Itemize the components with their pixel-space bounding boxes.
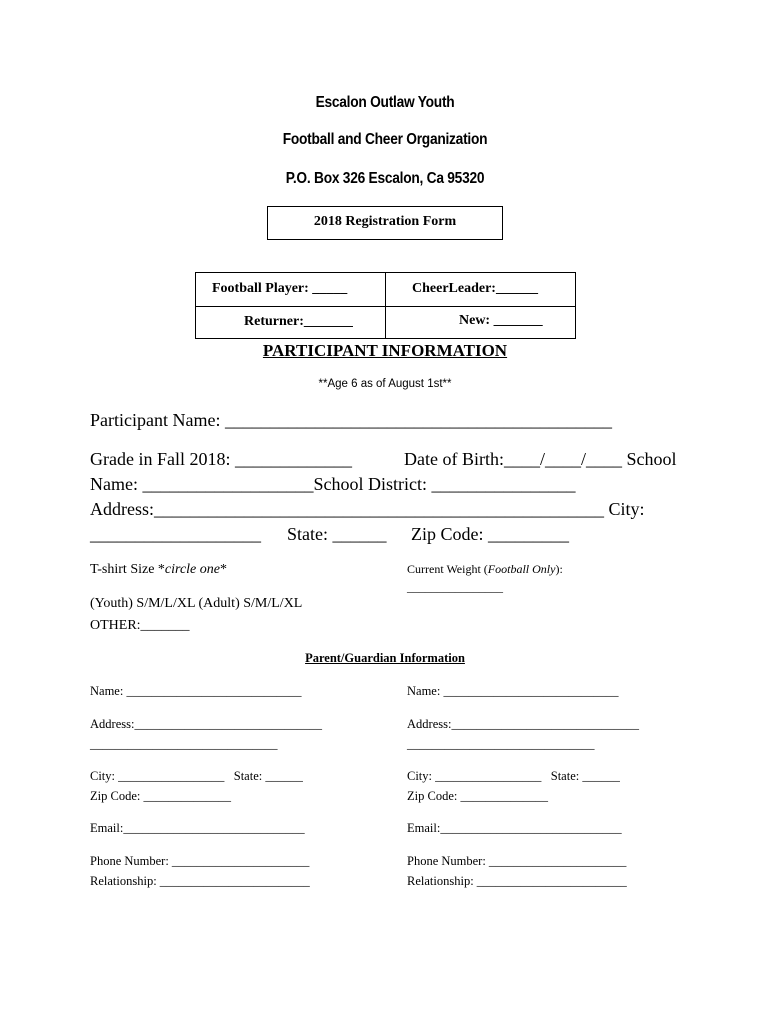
role-table-hdivider xyxy=(196,306,575,307)
guardian1-city-state-field[interactable]: City: _________________ State: ______ xyxy=(90,769,303,783)
guardian1-relationship-field[interactable]: Relationship: ________________________ xyxy=(90,874,310,888)
tshirt-other-field[interactable]: OTHER:_______ xyxy=(90,618,190,633)
guardian2-zip-field[interactable]: Zip Code: ______________ xyxy=(407,789,548,803)
org-address: P.O. Box 326 Escalon, Ca 95320 xyxy=(285,170,485,187)
guardian2-address-line2[interactable]: ______________________________ xyxy=(407,737,595,751)
guardian1-email-field[interactable]: Email:_____________________________ xyxy=(90,821,305,835)
guardian1-address-field[interactable]: Address:______________________________ xyxy=(90,717,322,731)
tshirt-size-label: T-shirt Size *circle one* xyxy=(90,562,227,577)
guardian2-relationship-field[interactable]: Relationship: ________________________ xyxy=(407,874,627,888)
tshirt-size-options[interactable]: (Youth) S/M/L/XL (Adult) S/M/L/XL xyxy=(90,596,303,611)
address-field[interactable]: Address:__________________________________________________ City: xyxy=(90,499,645,519)
cheerleader-field[interactable]: CheerLeader:______ xyxy=(412,281,538,296)
new-field[interactable]: New: _______ xyxy=(459,313,543,328)
guardian-section-title: Parent/Guardian Information xyxy=(305,651,465,665)
org-subtitle: Football and Cheer Organization xyxy=(282,131,488,148)
form-title: 2018 Registration Form xyxy=(313,214,457,229)
guardian1-phone-field[interactable]: Phone Number: ______________________ xyxy=(90,854,310,868)
city-field[interactable]: ___________________ xyxy=(90,524,261,544)
guardian2-email-field[interactable]: Email:_____________________________ xyxy=(407,821,622,835)
org-name: Escalon Outlaw Youth xyxy=(315,94,455,111)
grade-field[interactable]: Grade in Fall 2018: _____________ xyxy=(90,449,352,469)
guardian1-address-line2[interactable]: ______________________________ xyxy=(90,737,278,751)
current-weight-field[interactable]: ________________ xyxy=(407,580,503,594)
dob-field[interactable]: Date of Birth:____/____/____ School xyxy=(404,449,677,469)
form-title-box xyxy=(267,206,503,240)
guardian2-city-state-field[interactable]: City: _________________ State: ______ xyxy=(407,769,620,783)
guardian1-zip-field[interactable]: Zip Code: ______________ xyxy=(90,789,231,803)
age-note: **Age 6 as of August 1st** xyxy=(318,378,452,390)
zip-field[interactable]: Zip Code: _________ xyxy=(411,524,569,544)
guardian2-phone-field[interactable]: Phone Number: ______________________ xyxy=(407,854,627,868)
football-player-field[interactable]: Football Player: _____ xyxy=(212,281,348,296)
guardian2-name-field[interactable]: Name: ____________________________ xyxy=(407,684,619,698)
guardian2-address-field[interactable]: Address:______________________________ xyxy=(407,717,639,731)
guardian1-name-field[interactable]: Name: ____________________________ xyxy=(90,684,302,698)
current-weight-label: Current Weight (Football Only): xyxy=(407,562,563,576)
participant-section-title: PARTICIPANT INFORMATION xyxy=(262,341,508,360)
state-field[interactable]: State: ______ xyxy=(287,524,387,544)
role-table xyxy=(195,272,576,339)
returner-field[interactable]: Returner:_______ xyxy=(244,314,353,329)
school-field[interactable]: Name: ___________________School District: ________________ xyxy=(90,474,576,494)
participant-name-field[interactable]: Participant Name: ___________________________________________ xyxy=(90,410,612,430)
